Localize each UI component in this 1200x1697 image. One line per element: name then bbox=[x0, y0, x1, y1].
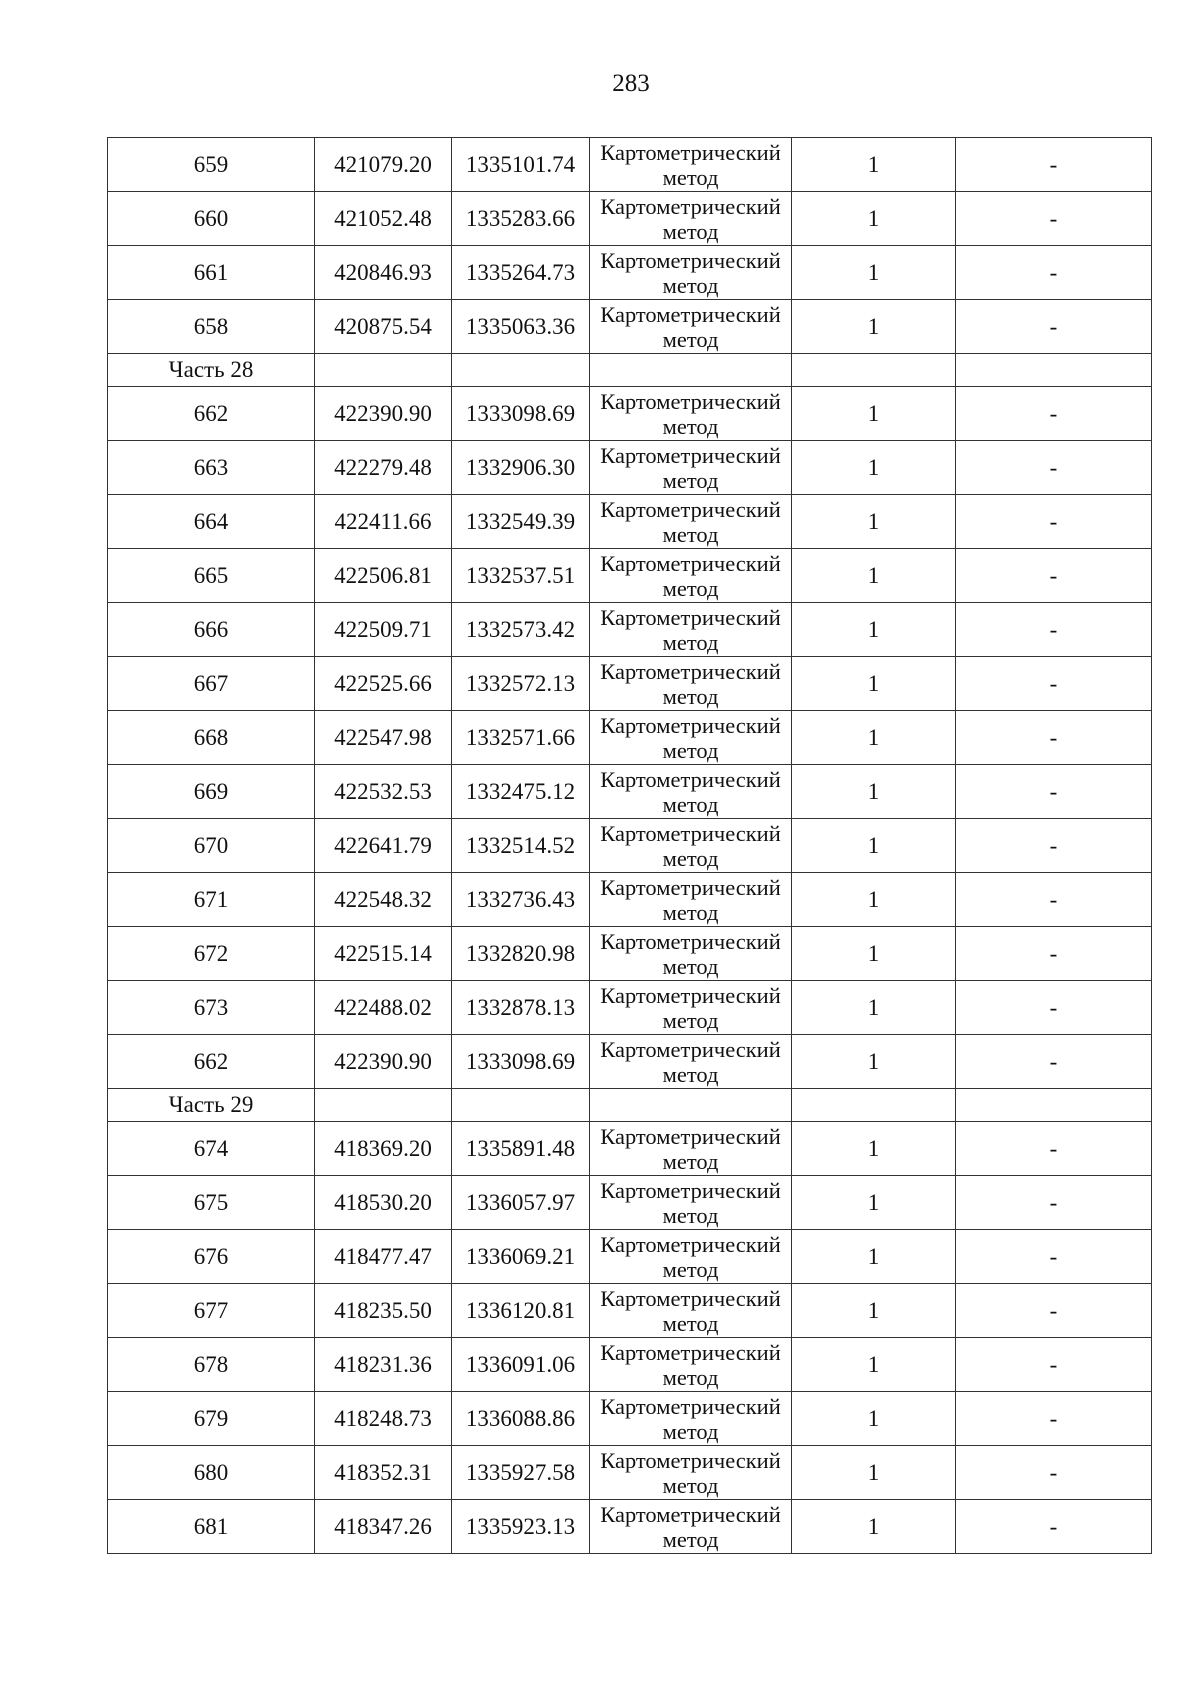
method-line-2: метод bbox=[662, 1472, 719, 1498]
method-line-2: метод bbox=[662, 1310, 719, 1336]
empty-cell bbox=[956, 354, 1152, 387]
description: - bbox=[956, 819, 1152, 873]
method-line-2: метод bbox=[662, 1364, 719, 1390]
description: - bbox=[956, 873, 1152, 927]
point-number: 667 bbox=[108, 657, 315, 711]
point-number: 662 bbox=[108, 387, 315, 441]
empty-cell bbox=[590, 1089, 792, 1122]
table-row bbox=[108, 927, 1152, 981]
method-line-2: метод bbox=[662, 737, 719, 763]
point-number: 659 bbox=[108, 138, 315, 192]
point-number: 679 bbox=[108, 1392, 315, 1446]
method-line-1: Картометрический bbox=[600, 1123, 781, 1149]
table-row bbox=[108, 387, 1152, 441]
table-row bbox=[108, 981, 1152, 1035]
method-line-2: метод bbox=[662, 164, 719, 190]
coord-y: 1333098.69 bbox=[452, 1035, 590, 1089]
table-row bbox=[108, 765, 1152, 819]
coord-x: 422506.81 bbox=[315, 549, 452, 603]
description: - bbox=[956, 300, 1152, 354]
method-cell bbox=[590, 387, 792, 441]
point-number: 671 bbox=[108, 873, 315, 927]
method-line-1: Картометрический bbox=[600, 928, 781, 954]
method-line-1: Картометрический bbox=[600, 1036, 781, 1062]
coord-x: 418477.47 bbox=[315, 1230, 452, 1284]
coord-y: 1333098.69 bbox=[452, 387, 590, 441]
method-cell bbox=[590, 300, 792, 354]
table-row bbox=[108, 441, 1152, 495]
point-number: 658 bbox=[108, 300, 315, 354]
section-row bbox=[108, 1089, 1152, 1122]
coord-y: 1332537.51 bbox=[452, 549, 590, 603]
coord-y: 1336091.06 bbox=[452, 1338, 590, 1392]
description: - bbox=[956, 711, 1152, 765]
accuracy: 1 bbox=[792, 981, 956, 1035]
table-row bbox=[108, 1338, 1152, 1392]
table-row bbox=[108, 1392, 1152, 1446]
method-line-2: метод bbox=[662, 1148, 719, 1174]
method-line-1: Картометрический bbox=[600, 301, 781, 327]
method-cell bbox=[590, 549, 792, 603]
method-line-1: Картометрический bbox=[600, 1501, 781, 1527]
coord-y: 1336069.21 bbox=[452, 1230, 590, 1284]
table-row bbox=[108, 711, 1152, 765]
section-label: Часть 29 bbox=[108, 1089, 315, 1122]
method-line-2: метод bbox=[662, 1007, 719, 1033]
point-number: 678 bbox=[108, 1338, 315, 1392]
accuracy: 1 bbox=[792, 1446, 956, 1500]
method-line-2: метод bbox=[662, 791, 719, 817]
empty-cell bbox=[956, 1089, 1152, 1122]
table-row bbox=[108, 495, 1152, 549]
coord-x: 422525.66 bbox=[315, 657, 452, 711]
method-cell bbox=[590, 603, 792, 657]
coord-x: 418352.31 bbox=[315, 1446, 452, 1500]
method-line-2: метод bbox=[662, 899, 719, 925]
coord-y: 1332514.52 bbox=[452, 819, 590, 873]
table-row bbox=[108, 1284, 1152, 1338]
method-line-2: метод bbox=[662, 1061, 719, 1087]
section-label: Часть 28 bbox=[108, 354, 315, 387]
coord-x: 422279.48 bbox=[315, 441, 452, 495]
method-cell bbox=[590, 1230, 792, 1284]
method-line-1: Картометрический bbox=[600, 1177, 781, 1203]
description: - bbox=[956, 387, 1152, 441]
accuracy: 1 bbox=[792, 1035, 956, 1089]
description: - bbox=[956, 1392, 1152, 1446]
coord-y: 1336120.81 bbox=[452, 1284, 590, 1338]
coord-x: 421079.20 bbox=[315, 138, 452, 192]
accuracy: 1 bbox=[792, 1230, 956, 1284]
method-line-1: Картометрический bbox=[600, 982, 781, 1008]
method-line-1: Картометрический bbox=[600, 1447, 781, 1473]
coord-x: 422548.32 bbox=[315, 873, 452, 927]
description: - bbox=[956, 603, 1152, 657]
description: - bbox=[956, 1230, 1152, 1284]
coord-y: 1335891.48 bbox=[452, 1122, 590, 1176]
description: - bbox=[956, 138, 1152, 192]
method-line-1: Картометрический bbox=[600, 1393, 781, 1419]
method-cell bbox=[590, 873, 792, 927]
description: - bbox=[956, 657, 1152, 711]
coord-x: 422509.71 bbox=[315, 603, 452, 657]
method-line-2: метод bbox=[662, 1202, 719, 1228]
coord-y: 1335283.66 bbox=[452, 192, 590, 246]
empty-cell bbox=[452, 1089, 590, 1122]
point-number: 669 bbox=[108, 765, 315, 819]
section-row bbox=[108, 354, 1152, 387]
accuracy: 1 bbox=[792, 711, 956, 765]
point-number: 677 bbox=[108, 1284, 315, 1338]
accuracy: 1 bbox=[792, 495, 956, 549]
method-cell bbox=[590, 981, 792, 1035]
method-cell bbox=[590, 819, 792, 873]
method-line-1: Картометрический bbox=[600, 550, 781, 576]
method-line-2: метод bbox=[662, 413, 719, 439]
description: - bbox=[956, 927, 1152, 981]
coord-x: 422532.53 bbox=[315, 765, 452, 819]
method-cell bbox=[590, 765, 792, 819]
point-number: 662 bbox=[108, 1035, 315, 1089]
method-line-1: Картометрический bbox=[600, 193, 781, 219]
coord-x: 418235.50 bbox=[315, 1284, 452, 1338]
accuracy: 1 bbox=[792, 1284, 956, 1338]
empty-cell bbox=[792, 354, 956, 387]
description: - bbox=[956, 549, 1152, 603]
table-row bbox=[108, 138, 1152, 192]
method-line-1: Картометрический bbox=[600, 874, 781, 900]
method-line-1: Картометрический bbox=[600, 1339, 781, 1365]
description: - bbox=[956, 441, 1152, 495]
method-line-2: метод bbox=[662, 683, 719, 709]
coord-y: 1336057.97 bbox=[452, 1176, 590, 1230]
accuracy: 1 bbox=[792, 873, 956, 927]
accuracy: 1 bbox=[792, 927, 956, 981]
method-line-2: метод bbox=[662, 575, 719, 601]
method-line-1: Картометрический bbox=[600, 604, 781, 630]
method-line-1: Картометрический bbox=[600, 247, 781, 273]
coord-y: 1335923.13 bbox=[452, 1500, 590, 1554]
method-cell bbox=[590, 138, 792, 192]
method-cell bbox=[590, 1500, 792, 1554]
description: - bbox=[956, 246, 1152, 300]
coord-x: 418369.20 bbox=[315, 1122, 452, 1176]
coord-x: 422547.98 bbox=[315, 711, 452, 765]
coord-x: 420846.93 bbox=[315, 246, 452, 300]
method-line-2: метод bbox=[662, 326, 719, 352]
coord-y: 1335063.36 bbox=[452, 300, 590, 354]
table-row bbox=[108, 873, 1152, 927]
accuracy: 1 bbox=[792, 1122, 956, 1176]
method-cell bbox=[590, 441, 792, 495]
description: - bbox=[956, 1176, 1152, 1230]
empty-cell bbox=[315, 354, 452, 387]
method-cell bbox=[590, 1446, 792, 1500]
accuracy: 1 bbox=[792, 387, 956, 441]
table-row bbox=[108, 819, 1152, 873]
method-line-2: метод bbox=[662, 953, 719, 979]
accuracy: 1 bbox=[792, 603, 956, 657]
point-number: 664 bbox=[108, 495, 315, 549]
coord-x: 422390.90 bbox=[315, 1035, 452, 1089]
method-line-1: Картометрический bbox=[600, 1285, 781, 1311]
method-cell bbox=[590, 246, 792, 300]
coord-y: 1332878.13 bbox=[452, 981, 590, 1035]
description: - bbox=[956, 495, 1152, 549]
coord-y: 1335101.74 bbox=[452, 138, 590, 192]
method-line-2: метод bbox=[662, 218, 719, 244]
coord-x: 418248.73 bbox=[315, 1392, 452, 1446]
empty-cell bbox=[315, 1089, 452, 1122]
coord-y: 1332820.98 bbox=[452, 927, 590, 981]
method-cell bbox=[590, 1122, 792, 1176]
description: - bbox=[956, 765, 1152, 819]
point-number: 670 bbox=[108, 819, 315, 873]
method-cell bbox=[590, 495, 792, 549]
method-line-1: Картометрический bbox=[600, 1231, 781, 1257]
coord-y: 1335264.73 bbox=[452, 246, 590, 300]
method-line-2: метод bbox=[662, 629, 719, 655]
point-number: 674 bbox=[108, 1122, 315, 1176]
coord-x: 422488.02 bbox=[315, 981, 452, 1035]
accuracy: 1 bbox=[792, 441, 956, 495]
point-number: 668 bbox=[108, 711, 315, 765]
coord-x: 422515.14 bbox=[315, 927, 452, 981]
description: - bbox=[956, 981, 1152, 1035]
empty-cell bbox=[792, 1089, 956, 1122]
description: - bbox=[956, 1500, 1152, 1554]
accuracy: 1 bbox=[792, 1500, 956, 1554]
description: - bbox=[956, 1284, 1152, 1338]
coord-x: 418530.20 bbox=[315, 1176, 452, 1230]
method-cell bbox=[590, 192, 792, 246]
method-line-1: Картометрический bbox=[600, 658, 781, 684]
method-line-2: метод bbox=[662, 845, 719, 871]
method-line-1: Картометрический bbox=[600, 712, 781, 738]
point-number: 665 bbox=[108, 549, 315, 603]
table-row bbox=[108, 1122, 1152, 1176]
method-line-1: Картометрический bbox=[600, 820, 781, 846]
table-row bbox=[108, 603, 1152, 657]
accuracy: 1 bbox=[792, 549, 956, 603]
table-row bbox=[108, 657, 1152, 711]
point-number: 680 bbox=[108, 1446, 315, 1500]
coord-y: 1332571.66 bbox=[452, 711, 590, 765]
table-row bbox=[108, 1035, 1152, 1089]
point-number: 666 bbox=[108, 603, 315, 657]
table-row bbox=[108, 1176, 1152, 1230]
coord-y: 1332549.39 bbox=[452, 495, 590, 549]
method-line-2: метод bbox=[662, 1526, 719, 1552]
method-line-2: метод bbox=[662, 1418, 719, 1444]
coord-y: 1332475.12 bbox=[452, 765, 590, 819]
coordinates-table bbox=[107, 137, 1152, 1554]
coord-y: 1336088.86 bbox=[452, 1392, 590, 1446]
empty-cell bbox=[590, 354, 792, 387]
table-row bbox=[108, 1500, 1152, 1554]
accuracy: 1 bbox=[792, 246, 956, 300]
table-row bbox=[108, 300, 1152, 354]
method-line-1: Картометрический bbox=[600, 442, 781, 468]
method-cell bbox=[590, 657, 792, 711]
accuracy: 1 bbox=[792, 138, 956, 192]
table-row bbox=[108, 246, 1152, 300]
point-number: 660 bbox=[108, 192, 315, 246]
method-line-2: метод bbox=[662, 1256, 719, 1282]
description: - bbox=[956, 1122, 1152, 1176]
coord-x: 420875.54 bbox=[315, 300, 452, 354]
coord-y: 1332573.42 bbox=[452, 603, 590, 657]
method-cell bbox=[590, 927, 792, 981]
method-line-2: метод bbox=[662, 521, 719, 547]
accuracy: 1 bbox=[792, 192, 956, 246]
point-number: 676 bbox=[108, 1230, 315, 1284]
coord-y: 1332572.13 bbox=[452, 657, 590, 711]
point-number: 681 bbox=[108, 1500, 315, 1554]
method-cell bbox=[590, 1176, 792, 1230]
coord-y: 1332736.43 bbox=[452, 873, 590, 927]
point-number: 673 bbox=[108, 981, 315, 1035]
accuracy: 1 bbox=[792, 1176, 956, 1230]
coord-x: 421052.48 bbox=[315, 192, 452, 246]
coord-x: 422390.90 bbox=[315, 387, 452, 441]
method-line-1: Картометрический bbox=[600, 388, 781, 414]
table-row bbox=[108, 1446, 1152, 1500]
point-number: 675 bbox=[108, 1176, 315, 1230]
accuracy: 1 bbox=[792, 819, 956, 873]
table-row bbox=[108, 192, 1152, 246]
method-line-2: метод bbox=[662, 467, 719, 493]
accuracy: 1 bbox=[792, 765, 956, 819]
description: - bbox=[956, 192, 1152, 246]
page-number: 283 bbox=[612, 70, 650, 97]
point-number: 661 bbox=[108, 246, 315, 300]
method-cell bbox=[590, 1392, 792, 1446]
description: - bbox=[956, 1446, 1152, 1500]
coord-x: 422641.79 bbox=[315, 819, 452, 873]
accuracy: 1 bbox=[792, 300, 956, 354]
method-cell bbox=[590, 1284, 792, 1338]
description: - bbox=[956, 1035, 1152, 1089]
point-number: 672 bbox=[108, 927, 315, 981]
method-cell bbox=[590, 1338, 792, 1392]
table-row bbox=[108, 549, 1152, 603]
coord-y: 1335927.58 bbox=[452, 1446, 590, 1500]
coord-y: 1332906.30 bbox=[452, 441, 590, 495]
coordinates-table-body bbox=[108, 138, 1152, 1554]
method-line-1: Картометрический bbox=[600, 139, 781, 165]
coord-x: 418347.26 bbox=[315, 1500, 452, 1554]
coord-x: 422411.66 bbox=[315, 495, 452, 549]
method-cell bbox=[590, 1035, 792, 1089]
method-line-1: Картометрический bbox=[600, 496, 781, 522]
accuracy: 1 bbox=[792, 1338, 956, 1392]
coord-x: 418231.36 bbox=[315, 1338, 452, 1392]
accuracy: 1 bbox=[792, 657, 956, 711]
empty-cell bbox=[452, 354, 590, 387]
description: - bbox=[956, 1338, 1152, 1392]
method-cell bbox=[590, 711, 792, 765]
table-row bbox=[108, 1230, 1152, 1284]
accuracy: 1 bbox=[792, 1392, 956, 1446]
method-line-2: метод bbox=[662, 272, 719, 298]
point-number: 663 bbox=[108, 441, 315, 495]
method-line-1: Картометрический bbox=[600, 766, 781, 792]
